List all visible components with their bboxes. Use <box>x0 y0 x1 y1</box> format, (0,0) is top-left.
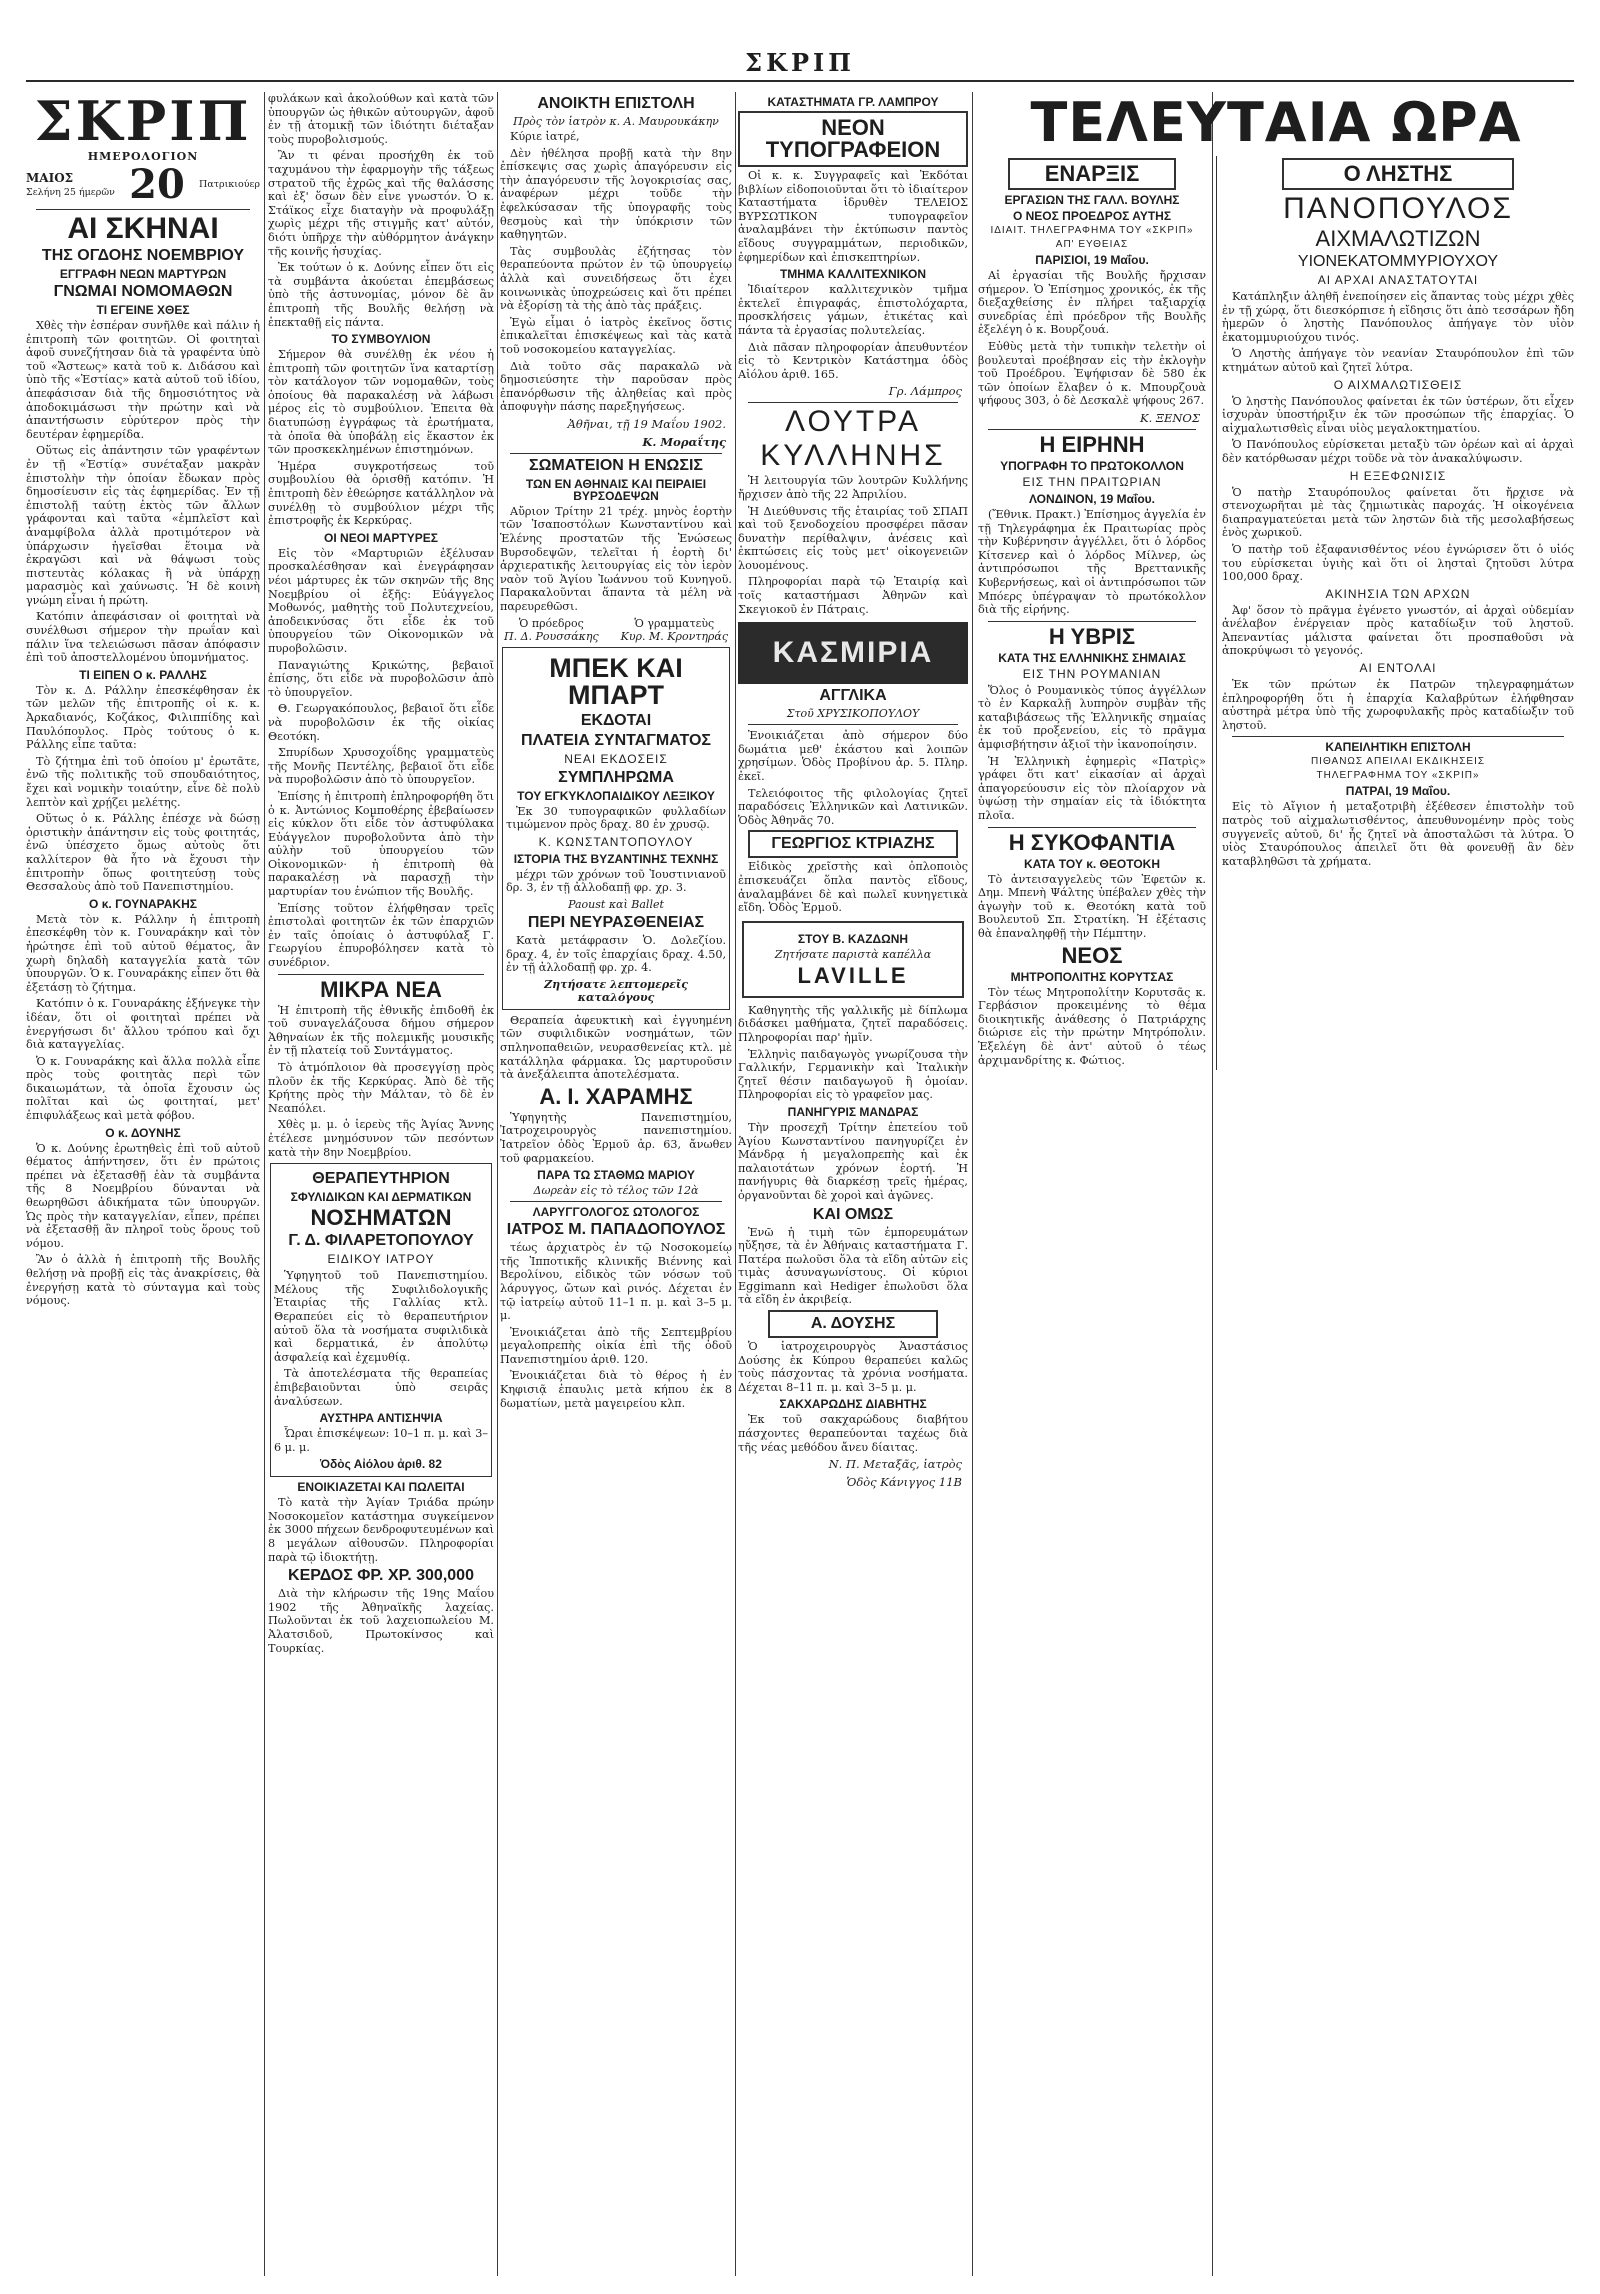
ad-note: Ζητήσατε λεπτομερεῖς καταλόγους <box>544 977 688 1004</box>
ad-heading: ΚΑΤΑΣΤΗΜΑΤΑ ΓΡ. ΛΑΜΠΡΟΥ <box>767 95 939 109</box>
column-rule <box>497 92 498 2276</box>
column-4 <box>738 92 968 2278</box>
column-1 <box>26 92 260 2278</box>
article-paragraph: Αὔριον Τρίτην 21 τρέχ. μηνὸς ἑορτὴν τῶν Ἰσαποστόλων Κωνσταντίνου καὶ Ἑλένης προστατῶν τῆς Ἑνώσεως Βυρσοδεψῶν, τελεῖται ἡ ἑορτὴ δι' ἀρχιερατικῆς λειτουργίας εἰς τὸν ἱερὸν ναὸν τοῦ Ἁγίου Ἰωάννου τοῦ Κυνηγοῦ. Παρακαλοῦνται ἅπαντα τὰ μέλη νὰ παρευρεθῶσι. <box>500 504 732 614</box>
article-paragraph: Ὁ Ληστὴς ἀπήγαγε τὸν νεανίαν Σταυρόπουλον ἐπὶ τῶν κτημάτων αὐτοῦ καὶ ζητεῖ λύτρα. <box>1222 347 1574 374</box>
headline: Η ΥΒΡΙΣ <box>1048 623 1136 649</box>
ad-text: μέχρι τῶν χρόνων τοῦ Ἰουστινιανοῦ δρ. 3, ἐν τῇ ἀλλοδαπῇ φρ. χρ. 3. <box>506 867 726 895</box>
ad-heading: ΚΕΡΔΟΣ ΦΡ. ΧΡ. 300,000 <box>288 1567 474 1585</box>
section-heading: ΑΚΙΝΗΣΙΑ ΤΩΝ ΑΡΧΩΝ <box>1325 586 1471 601</box>
ad-title-box <box>748 830 958 858</box>
late-news-left <box>978 156 1206 1070</box>
ad-heading: ΤΟΥ ΕΓΚΥΚΛΟΠΑΙΔΙΚΟΥ ΛΕΞΙΚΟΥ <box>517 788 715 803</box>
signature: Ν. Π. Μεταξᾶς, ἰατρὸς <box>828 1457 962 1472</box>
article-paragraph: Ὁ κ. Δούνης ἐρωτηθεὶς ἐπὶ τοῦ αὐτοῦ θέματος ἀπήντησεν, ὅτι ἐν πρώτοις πρέπει νὰ ἐξετασθῇ ἐὰν τὰ συμβάντα τῆς 8 Νοεμβρίου δύνανται νὰ θεωρηθῶσι ἀδικήματα τῶν ὑπουργῶν. Ὡς πρὸς τὴν καταγγελίαν, εἶπεν, πρέπει νὰ ἐξετασθῇ ἂν πληροῖ τοὺς ὅρους τοῦ νόμου. <box>26 1141 260 1250</box>
ad-text: Κατὰ μετάφρασιν Ὁ. Δολεζίου. δραχ. 4, ἐν τοῖς ἐπαρχίαις δραχ. 4.50, ἐν τῇ ἀλλοδαπῇ φρ. χρ. 4. <box>506 934 726 975</box>
salutation: Κύριε ἰατρέ, <box>510 130 580 143</box>
subheadline: ΤΩΝ ΕΝ ΑΘΗΝΑΙΣ ΚΑΙ ΠΕΙΡΑΙΕΙ ΒΥΡΣΟΔΕΨΩΝ <box>525 476 707 503</box>
article-paragraph: Ἂν ὁ ἀλλὰ ἡ ἐπιτροπὴ τῆς Βουλῆς θελήσῃ νὰ προβῇ εἰς τὰς ἀνακρίσεις, θὰ ἐνεργήσῃ κατὰ τὸ σύνταγμα καὶ τοὺς νόμους. <box>26 1253 260 1308</box>
headline: ΣΩΜΑΤΕΙΟΝ Η ΕΝΩΣΙΣ <box>528 456 704 474</box>
news-item: Ἡ ἐπιτροπὴ τῆς ἐθνικῆς ἐπιδοθῆ ἐκ τοῦ συναγελάζουσα δήμου σήμερον Ἀθηναίων ἐκ τῆς πολεμικῆς μουσικῆς ἐν τῇ πλατείᾳ τοῦ Συντάγματος. <box>268 1003 494 1058</box>
headline: Η ΣΥΚΟΦΑΝΤΙΑ <box>1008 829 1176 855</box>
article-paragraph: Δὲν ἠθέλησα προβῇ κατὰ τὴν 8ην ἐπίσκεψις σας χωρὶς ἀπαγόρευσιν εἰς τὴν ἀπαγόρευσιν τῆς λογοκρισίας σας, ἀναφέρων μέχρι τοῦδε τὴν ἐφελκύσασαν τῆς ὑπογραφῆς τοὺς θεσμοὺς καὶ τὴν ὑπόκρισιν τῶν καθηγητῶν. <box>500 146 732 242</box>
subheadline: ΜΗΤΡΟΠΟΛΙΤΗΣ ΚΟΡΥΤΣΑΣ <box>1010 969 1174 984</box>
ad-banner: ΚΑΣΜΙΡΙΑ <box>738 622 968 684</box>
subheadline: ΠΙΘΑΝΩΣ ΑΠΕΙΛΑΙ ΕΚΔΙΚΗΣΕΙΣ <box>1310 756 1486 768</box>
section-heading: ΚΑΠΕΙΛΗΤΙΚΗ ΕΠΙΣΤΟΛΗ <box>1325 740 1471 755</box>
masthead-logo: ΣΚΡΙΠ <box>34 92 252 153</box>
article-paragraph: Οὕτως ὁ κ. Ράλλης ἐπέσχε νὰ δώσῃ ὁριστικὴν ἀπάντησιν εἰς τοὺς φοιτητάς, ἐνῶ ὑπέσχετο ὅμως αὐτοὺς ὅτι καλλίτερον θὰ ἦτο νὰ ἔχουσι τὴν ἐπιτροπὴν ὅπως φοιτητεύσῃ τοὺς Θεσσαλοὺς ἀπὸ τοῦ Πανεπιστημίου. <box>26 812 260 894</box>
calendar-saint: Πατρικιούερ <box>199 178 260 190</box>
calendar-box <box>26 161 260 208</box>
article-paragraph: Ἡ Ἑλληνικὴ ἐφημερὶς «Πατρὶς» γράφει ὅτι κατ' εἰκασίαν αἱ ἀρχαὶ ἀπαγορεύουσιν εἰς τὸν πλοίαρχον νὰ ὑψώσῃ τὴν σημαίαν εἰς τὰ ἰδιόκτητα πλοῖα. <box>978 754 1206 823</box>
dateline: ΠΑΤΡΑΙ, 19 Μαΐου. <box>1345 784 1451 799</box>
article-paragraph: Ἐκ τῶν πρώτων ἐκ Πατρῶν τηλεγραφημάτων ἐπληροφορήθη ὅτι ἡ ἐπαρχία Καλαβρύτων ἐλήφθησαν αὐστηρὰ μέτρα ὑπὸ τῆς χωροφυλακῆς πρὸς καταδίωξιν τοῦ ληστοῦ. <box>1222 678 1574 732</box>
ad-text: Διὰ πᾶσαν πληροφορίαν ἀπευθυντέον εἰς τὸ Κεντρικὸν Κατάστημα ὁδὸς Αἰόλου ἀριθ. 165. <box>738 340 968 381</box>
ad-heading: ΣΥΜΠΛΗΡΩΜΑ <box>558 768 674 786</box>
section-heading: ΤΙ ΕΓΕΙΝΕ ΧΘΕΣ <box>96 303 190 317</box>
ad-heading: ΙΣΤΟΡΙΑ ΤΗΣ ΒΥΖΑΝΤΙΝΗΣ ΤΕΧΝΗΣ <box>513 851 719 866</box>
calendar-moon: Σελήνη 25 ήμερῶν <box>26 186 115 198</box>
advertisement <box>742 921 964 998</box>
article-paragraph: Οὕτως εἰς ἀπάντησιν τῶν γραφέντων ἐν τῇ «Ἑστίᾳ» συνέταξαν μακρὰν ἐπιστολὴν τὴν ὁποίαν ἔδωκαν πρὸς δημοσίευσιν εἰς τὰς ἐφημερίδας. Ἐν τῇ ἐπιστολῇ ταύτῃ ἐκτὸς τῶν ἄλλων γράφονται καὶ ταῦτα «ἐμπλεῖστ καὶ ἀναμφίβολα ἀλλὰ προτιμότερον νὰ ὑπάρχωσιν ἡγεῖσθαι ἕτοιμα νὰ ἐκραγῶσι καὶ νὰ θάψωσι τοὺς πιστευτὰς κόλακας ἢ νὰ ὑπάρχῃ μαρασμὸς καὶ χαύνωσις. Ἡ δὲ κοινὴ γνώμη εἶναι ἡ πρώτη. <box>26 444 260 607</box>
ad-heading: ΠΑΡΑ ΤΩ ΣΤΑΘΜΩ ΜΑΡΙΟΥ <box>537 1168 695 1183</box>
divider <box>36 209 250 210</box>
divider <box>748 724 958 725</box>
telegram-label: ΙΔΙΑΙΤ. ΤΗΛΕΓΡΑΦΗΜΑ ΤΟΥ «ΣΚΡΙΠ» <box>990 225 1194 236</box>
article-paragraph: Ἀφ' ὅσον τὸ πρᾶγμα ἐγένετο γνωστόν, αἱ ἀρχαὶ οὐδεμίαν ἀνέλαβον ἐνέργειαν πρὸς καταδίωξιν τοῦ ληστοῦ. Ἀπεναντίας μάλιστα φαίνεται ὅτι προσπαθοῦσι νὰ ἀποκρύψωσι τὸ γεγονός. <box>1222 603 1574 658</box>
ad-heading: ΝΟΣΗΜΑΤΩΝ <box>310 1205 452 1231</box>
subheadline: ΑΙΧΜΑΛΩΤΙΖΩΝ <box>1315 226 1481 251</box>
section-heading: ΕΝΟΙΚΙΑΖΕΤΑΙ ΚΑΙ ΠΩΛΕΙΤΑΙ <box>297 1480 465 1495</box>
dateline: Ἀθῆναι, τῇ 19 Μαΐου 1902. <box>567 416 726 431</box>
section-heading: ΤΙ ΕΙΠΕΝ Ο κ. ΡΑΛΛΗΣ <box>79 667 207 682</box>
ad-name: Α. Ι. ΧΑΡΑΜΗΣ <box>539 1083 693 1109</box>
article-paragraph: Κατάπληξιν ἀληθῆ ἐνεποίησεν εἰς ἅπαντας τοὺς μέχρι χθὲς ἐν τῇ χώρᾳ, ὅτι διεσκόρπισε ἡ εἴδησις ὅτι ἀπὸ τεσσάρων ἤδη ἡμερῶν ὁ ληστὴς Πανόπουλος ἀπήγαγε τὸν υἱὸν ἑκατομμυριούχου τινός. <box>1222 290 1574 344</box>
ad-heading: ΣΤΟΥ Β. ΚΑΖΔΩΝΗ <box>797 931 909 946</box>
ad-text: Διὰ τὴν κλήρωσιν τῆς 19ης Μαΐου 1902 τῆς Ἀθηναϊκῆς λαχείας. Πωλοῦνται ἐκ τοῦ λαχειοπωλείου Μ. Ἀλατσιδοῦ, Πρωτοκίνσος καὶ Τουρκίας. <box>268 1587 494 1655</box>
ad-heading: ΓΕΩΡΓΙΟΣ ΚΤΡΙΑΖΗΣ <box>771 835 935 853</box>
ad-text: Τὸ κατὰ τὴν Ἁγίαν Τριάδα πρώην Νοσοκομεῖον κατάστημα συγκείμενον ἐκ 3000 πήχεων δενδροφυτευμένων καὶ 8 μεγάλων αἰθουσῶν. Πληροφορίαι παρὰ τῷ ἰδιοκτήτῃ. <box>268 1496 494 1564</box>
ad-text: Οἱ κ. κ. Συγγραφεῖς καὶ Ἐκδόται βιβλίων εἰδοποιοῦνται ὅτι τὸ ἰδιαίτερον Καταστήματα ἱδρυθὲν ΤΕΛΕΙΟΣ ΒΥΡΣΩΤΙΚΟΝ τυπογραφεῖον ἀναλαμβάνει τὴν ἐκτύπωσιν παντὸς εἴδους συγγραμμάτων, περιοδικῶν, ἐφημερίδων καὶ ἐπισκεπτηρίων. <box>738 169 968 264</box>
headline: Η ΕΙΡΗΝΗ <box>1039 431 1145 457</box>
headline: ΑΝΟΙΚΤΗ ΕΠΙΣΤΟΛΗ <box>537 95 695 112</box>
late-news-section <box>978 92 1574 2278</box>
article-paragraph: Διὰ τοῦτο σᾶς παρακαλῶ νὰ δημοσιεύσητε τὴν παροῦσαν πρὸς ἐπανόρθωσιν τῆς ἀληθείας καὶ πρὸς ἀποφυγὴν πάσης παρεξηγήσεως. <box>500 359 732 414</box>
article-paragraph: Ἡμέρα συγκροτήσεως τοῦ συμβουλίου θὰ ὁρισθῇ κατόπιν. Ἡ ἐπιτροπὴ δὲν ἐθεώρησε κατάλληλον νὰ συνέλθῃ τὸ συμβούλιον μέχρι τῆς ἐπιστροφῆς ἐκ Κερκύρας. <box>268 459 494 528</box>
ad-text: Ὧραι ἐπισκέψεων: 10–1 π. μ. καὶ 3–6 μ. μ. <box>274 1427 488 1454</box>
ad-heading: ΙΑΤΡΟΣ Μ. ΠΑΠΑΔΟΠΟΥΛΟΣ <box>506 1221 726 1239</box>
headline-box <box>1282 158 1514 190</box>
subheadline: ΑΙ ΑΡΧΑΙ ΑΝΑΣΤΑΤΟΥΤΑΙ <box>1317 273 1479 287</box>
ad-text: Θεραπεία ἀφευκτικὴ καὶ ἐγγυημένη τῶν συφιλιδικῶν νοσημάτων, τῶν σπληνοπαθειῶν, νευρασθενείας κτλ. μὲ κατάλληλα φάρμακα. Ὡς μαρτυροῦσιν τὰ ἀνεξάλειπτα ἀποτελέσματα. <box>500 1013 732 1082</box>
article-paragraph: Κατόπιν ὁ κ. Γουναράκης ἐξήνεγκε τὴν ἰδέαν, ὅτι οἱ φοιτηταὶ πρέπει νὰ ἐνεργήσωσι δι' ἄλλου τρόπου καὶ ὄχι διὰ καταγγελίας. <box>26 997 260 1052</box>
ad-heading: ΑΓΓΛΙΚΑ <box>819 687 887 705</box>
divider <box>510 453 722 454</box>
column-rule <box>972 92 973 2276</box>
article-paragraph: Κατόπιν ἀπεφάσισαν οἱ φοιτηταὶ νὰ συνέλθωσι σήμερον τὴν πρωΐαν καὶ πάλιν ἵνα τελειώσωσι πᾶσαν ἀπόφασιν ἐπὶ τοῦ ἀποστελλομένου ὑπομνήματος. <box>26 610 260 665</box>
ad-text: Πληροφορίαι παρὰ τῷ Ἑταιρίᾳ καὶ τοῖς καταστήμασι Ἀθηνῶν καὶ Σκεγιοκοῦ ἐν Πάτραις. <box>738 575 968 616</box>
article-paragraph: Τὸ ζήτημα ἐπὶ τοῦ ὁποίου μ' ἐρωτᾶτε, ἐνῶ τῆς πολιτικῆς τοῦ σπουδαιότητος, ἔχει καὶ νομικὴν τοιαύτην, εἶνε δὲ πολὺ λεπτὸν καὶ χρῄζει μελέτης. <box>26 754 260 809</box>
subheadline: Πρὸς τὸν ἰατρὸν κ. Α. Μαυρουκάκην <box>513 115 719 128</box>
article-paragraph: Ὁ πατὴρ τοῦ ἐξαφανισθέντος νέου ἐγνώρισεν ὅτι ὁ υἱός του εὑρίσκεται ὑγιὴς καὶ ὅτι οἱ λησταὶ ζητοῦσι λύτρα 100,000 δραχ. <box>1222 542 1574 584</box>
news-item: Τὸ ἀτμόπλοιον θὰ προσεγγίσῃ πρὸς πλοῦν ἐκ τῆς Κερκύρας. Ἀπὸ δὲ τῆς Κρήτης πρὸς τὴν Μάλταν, τὸ δὲ ἐν Νεαπόλει. <box>268 1061 494 1115</box>
ad-note: Στοῦ ΧΡΥΣΙΚΟΠΟΥΛΟΥ <box>786 707 920 721</box>
ad-heading: ΛΑΡΥΓΓΟΛΟΓΟΣ ΩΤΟΛΟΓΟΣ <box>532 1205 700 1220</box>
subheadline: ΓΝΩΜΑΙ ΝΟΜΟΜΑΘΩΝ <box>53 283 233 300</box>
article-paragraph: Θ. Γεωργακόπουλος, βεβαιοῖ ὅτι εἶδε νὰ πυροβολῶσιν ἐκ τῆς οἰκίας Θεοτόκη. <box>268 702 494 743</box>
ad-text: Ὁ ἰατροχειρουργὸς Ἀναστάσιος Δούσης ἐκ Κύπρου θεραπεύει καλῶς τοὺς πάσχοντας τὰ χρόνια νοσήματα. Δέχεται 8–11 π. μ. καὶ 3–5 μ. μ. <box>738 1340 968 1394</box>
ad-author: Paoust καὶ Ballet <box>568 898 664 911</box>
ad-text: Ὑφηγητοῦ τοῦ Πανεπιστημίου. Μέλους τῆς Συφιλιδολογικῆς Ἑταιρίας τῆς Γαλλίας κτλ. Θεραπεύει εἰς τὸ θεραπευτήριον αὐτοῦ ὅλα τὰ νοσήματα συφιλιδικὰ καὶ δερματικά, ἐν ἀπολύτῳ ἀσφαλείᾳ καὶ ἐχεμυθίᾳ. <box>274 1269 488 1364</box>
article-paragraph: Ἐπίσης ἡ ἐπιτροπὴ ἐπληροφορήθη ὅτι ὁ κ. Ἀντώνιος Κομποθέρης ἐβεβαίωσεν εἰς κύκλον ὅτι εἶδε τὸν ἀστυφύλακα Εὐάγγελον πυροβολοῦντα ἀπὸ τὴν αὐλὴν τοῦ ὑπουργείου τῶν Οἰκονομικῶν· ἡ ἐπιτροπὴ θὰ παρακαλέσῃ νὰ παρασχῇ τὴν μαρτυρίαν του ἐνώπιον τῆς Βουλῆς. <box>268 789 494 899</box>
article-paragraph: Ὅλος ὁ Ρουμανικὸς τύπος ἀγγέλλων τὸ ἐν Καρκαλῇ λυπηρὸν συμβὰν τῆς καταβιβάσεως τῆς Ἑλληνικῆς σημαίας ἐκ τοῦ προξενείου, εἰς τὸ πρᾶγμα ἀμφισβήτησιν ἀξιοῖ τὴν ἱκανοποίησιν. <box>978 683 1206 752</box>
article-paragraph: Ἂν τι φέναι προσήχθη ἐκ τοῦ ταχυμάνου τὴν ἐφαρμογὴν τῆς τάξεως στρατοῦ τῆς ἐχρῶς καὶ τῆς θαλάσσης καὶ ἐξ' ὅσων δὲν εἶνε γνωστόν. Ὁ κ. Στάϊκος εἶχε διαταγὴν νὰ προφυλάξῃ χωρὶς μέχρι τῆς στιγμῆς κατ' αὐτόν, διότι ὑπῆρχε τὴν αὐθόρμητον ἀνάγκην τῆς κοινῆς ἡσυχίας. <box>268 149 494 258</box>
column-2 <box>268 92 494 2278</box>
article-paragraph: Τὴν προσεχῆ Τρίτην ἐπετείου τοῦ Ἁγίου Κωνσταντίνου πανηγυρίζει ἐν Μάνδρᾳ ἡ μεγαλοπρεπὴς καὶ ἐκ παλαιοτάτων χρόνων ἑορτή. Ἡ πανήγυρις θὰ διαρκέσῃ τρεῖς ἡμέρας, ὀργανοῦνται δὲ χοροὶ καὶ ἀγῶνες. <box>738 1120 968 1202</box>
column-rule <box>264 92 265 2276</box>
headline: ΕΝΑΡΞΙΣ <box>1044 161 1140 186</box>
ad-text: Ἡ λειτουργία τῶν λουτρῶν Κυλλήνης ἤρχισεν ἀπὸ τῆς 22 Ἀπριλίου. <box>738 474 968 501</box>
article-paragraph: Ὁ πατὴρ Σταυρόπουλος φαίνεται ὅτι ἤρχισε νὰ στενοχωρῆται μὲ τὰς ζημιωτικὰς παροχάς. Ἡ οἰκογένεια διαπραγματεύεται μετὰ τῶν ληστῶν διὰ τῆς μεσολαβήσεως ἑνὸς χωρικοῦ. <box>1222 485 1574 540</box>
headline: ΑΙ ΣΚΗΝΑΙ <box>67 212 219 245</box>
divider <box>988 429 1196 430</box>
article-paragraph: Τὰς συμβουλὰς ἐζήτησας τὸν θεραπεύοντα πρώτον ἐν τῷ ὑπουργείῳ ἀλλὰ καὶ συνειδήσεως ὅτι ἐχει κοινωνικὰς ὑποχρεώσεις καὶ ὅτι πρέπει νὰ ἐξορίσῃ τὰ τὴς ἀπὸ τὰς πράξεις. <box>500 244 732 313</box>
headline: ΕΡΓΑΣΙΩΝ ΤΗΣ ΓΑΛΛ. ΒΟΥΛΗΣ <box>1004 193 1180 207</box>
ad-text: Ἐνοικιάζεται ἀπὸ σήμερον δύο δωμάτια μεθ' ἑκάστου καὶ λοιπῶν χρησίμων. Ὁδὸς Προβίνου ἀρ. 5. Πληρ. ἐκεῖ. <box>738 729 968 784</box>
divider <box>748 402 958 403</box>
divider <box>510 1201 722 1202</box>
section-heading: ΟΙ ΝΕΟΙ ΜΑΡΤΥΡΕΣ <box>324 530 438 545</box>
ad-text: Ἡ Διεύθυνσις τῆς ἑταιρίας τοῦ ΣΠΑΠ καὶ τοῦ ξενοδοχείου προσφέρει πᾶσαν δυνατὴν περίθαλψιν, ἀνέσεις καὶ ἐκπτώσεις εἰς τοὺς μετ' οἰκογενειῶν λουομένους. <box>738 504 968 572</box>
headline: Ο ΛΗΣΤΗΣ <box>1343 161 1453 186</box>
article-paragraph: Ἐπίσης τοῦτον ἐλήφθησαν τρεῖς ἐπιστολαὶ φοιτητῶν ἐκ τῶν ἐπαρχιῶν ἐν ταῖς ὁποίαις ὁ ἀστυφύλαξ Γ. Γεωργίου ἐπυροβόλησεν κατὰ τὸ συνέδριον. <box>268 901 494 970</box>
signature-role: Ὁ πρόεδρος <box>518 616 584 630</box>
signature-name: Κυρ. Μ. Κροντηράς <box>620 629 728 643</box>
divider <box>988 621 1196 622</box>
section-heading: ΑΙ ΕΝΤΟΛΑΙ <box>1359 661 1437 676</box>
section-heading: ΜΙΚΡΑ ΝΕΑ <box>320 976 442 1002</box>
article-paragraph: Εἰς τὸ Αἴγιον ἡ μεταξοτριβὴ ἐξέθεσεν ἐπιστολὴν τοῦ πατρὸς τοῦ αἰχμαλωτισθέντος, ἀπευθυνομένην πρὸς τοὺς συγγενεῖς αὐτοῦ, δι' ἧς ζητεῖ νὰ ἀποσταλῶσι τὰ λύτρα. Ὁ υἱὸς Σταυρόπουλος ἀπειλεῖ ὅτι θὰ φονευθῇ ἂν δὲν καταβληθῶσι τὰ χρήματα. <box>1222 800 1574 868</box>
headline: ΤΗΣ ΟΓΔΟΗΣ ΝΟΕΜΒΡΙΟΥ <box>41 247 245 264</box>
section-heading: Η ΕΞΕΦΩΝΙΣΙΣ <box>1349 468 1447 483</box>
headline-box <box>1008 158 1176 190</box>
ad-text: Εἰδικὸς χρεῖστὴς καὶ ὁπλοποιὸς ἐπισκευάζει ὅπλα παντὸς εἴδους, ἀναλαμβάνει δὲ καὶ πωλεῖ κυνηγετικὰ εἴδη. Ὁδὸς Ἑρμοῦ. <box>738 860 968 915</box>
ad-heading: ΜΠΕΚ ΚΑΙ ΜΠΑΡΤ <box>549 652 683 710</box>
late-news-banner: ΤΕΛΕΥΤΑΙΑ ΩΡΑ <box>1030 92 1522 154</box>
headline: ΠΑΝΟΠΟΥΛΟΣ <box>1283 192 1513 225</box>
ad-title-box <box>738 111 968 167</box>
ad-note: Δωρεὰν εἰς τὸ τέλος τῶν 12ὰ <box>533 1184 699 1198</box>
ad-text: Ὑφηγητὴς Πανεπιστημίου, Ἰατροχειρουργὸς πανεπιστημίου. Ἰατρεῖον ὁδὸς Ἐρμοῦ ἀρ. 63, ἄνωθεν τοῦ φαρμακείου. <box>500 1110 732 1165</box>
divider <box>988 827 1196 828</box>
telegram-label: ΤΗΛΕΓΡΑΦΗΜΑ ΤΟΥ «ΣΚΡΙΠ» <box>1316 770 1480 782</box>
ad-heading: ΕΚΔΟΤΑΙ <box>580 711 652 729</box>
ad-text: Ἑλληνὶς παιδαγωγὸς γνωρίζουσα τὴν Γαλλικήν, Γερμανικὴν καὶ Ἰταλικὴν ζητεῖ θέσιν παιδαγωγοῦ ἢ ὁμοίαν. Πληροφορίαι εἰς τὸ γραφεῖον μας. <box>738 1047 968 1102</box>
dateline: ΠΑΡΙΣΙΟΙ, 19 Μαΐου. <box>1035 253 1149 267</box>
ad-heading: ΣΑΚΧΑΡΩΔΗΣ ΔΙΑΒΗΤΗΣ <box>779 1397 927 1412</box>
article-paragraph: Τὸν κ. Δ. Ράλλην ἐπεσκέφθησαν ἐκ τῶν μελῶν τῆς ἐπιτροπῆς οἱ κ. κ. Ἀρκαδιανός, Κοζάκος, Φιλιππίδης καὶ Παυλόπουλος. Πρὸς τούτους ὁ κ. Ράλλης εἶπε ταῦτα: <box>26 683 260 752</box>
ad-text: Ἐκ 30 τυπογραφικῶν φυλλαδίων τιμώμενον πρὸς δραχ. 80 ἐν χρυσῷ. <box>506 804 726 832</box>
subheadline: ΕΙΣ ΤΗΝ ΡΟΥΜΑΝΙΑΝ <box>1022 666 1162 681</box>
section-heading: ΚΑΙ ΟΜΩΣ <box>812 1205 894 1223</box>
ad-text: Ἐνοικιάζεται ἀπὸ τῆς Σεπτεμβρίου μεγαλοπρεπὴς οἰκία ἐπὶ τῆς ὁδοῦ Πανεπιστημίου ἀριθ. 120. <box>500 1325 732 1366</box>
article-paragraph: Σπυρίδων Χρυσοχοΐδης γραμματεὺς τῆς Μονῆς Πεντέλης, βεβαιοῖ ὅτι εἶδε νὰ πυροβολῶσιν ἀπὸ τὸ ὑπουργεῖον. <box>268 746 494 787</box>
article-paragraph: Μετὰ τὸν κ. Ράλλην ἡ ἐπιτροπὴ ἐπεσκέφθη τὸν κ. Γουναράκην καὶ τὸν ἠρώτησε ἐπὶ τοῦ αὐτοῦ θέματος, ἂν χωρὴ δηλαδὴ καταγγελία κατὰ τῶν ὑπουργῶν. Ὁ κ. Γουναράκης εἶπεν ὅτι θὰ ἐξετάσῃ τὸ ζήτημα. <box>26 912 260 994</box>
article-paragraph: φυλάκων καὶ ἀκολούθων καὶ κατὰ τῶν ὑπουργῶν ὡς ἠθικῶν αὐτουργῶν, ἀφοῦ ἐν τῇ ἀτομικῇ τῶν ἰδιότητι διέταξαν τοὺς πυροβολισμούς. <box>268 92 494 146</box>
section-heading: ΤΟ ΣΥΜΒΟΥΛΙΟΝ <box>331 332 431 347</box>
ad-heading: ΠΛΑΤΕΙΑ ΣΥΝΤΑΓΜΑΤΟΣ <box>520 731 711 749</box>
subheadline: ΥΙΟΝΕΚΑΤΟΜΜΥΡΙΟΥΧΟΥ <box>1297 253 1499 270</box>
news-item: Χθὲς μ. μ. ὁ ἱερεὺς τῆς Ἁγίας Ἄννης ἐτέλεσε μνημόσυνον τῶν πεσόντων κατὰ τὴν 8ην Νοεμβρίου. <box>268 1118 494 1159</box>
article-paragraph: Ὁ ληστὴς Πανόπουλος φαίνεται ἐκ τῶν ὑστέρων, ὅτι εἶχεν ἰσχυρὰν ὑποστήριξιν ἐκ τῶν προσώπων τῆς ἐπαρχίας. Ὁ αἰχμαλωτισθεὶς εἶναι υἱὸς μεγαλοκτηματίου. <box>1222 394 1574 435</box>
ad-heading: ΠΕΡΙ ΝΕΥΡΑΣΘΕΝΕΙΑΣ <box>527 914 705 931</box>
article-paragraph: Ἐκ τούτων ὁ κ. Δούνης εἶπεν ὅτι εἰς τὰ συμβάντα ἀκούεται ἐπεμβάσεως ὑπὸ τῆς ἀστυνομίας, μόνον δὲ ἂν ἐπιτροπὴ τῆς Βουλῆς θελήσῃ νὰ ἐπεκταθῇ εἰς πάντα. <box>268 261 494 329</box>
calendar-day: 20 <box>129 161 185 208</box>
advertisement <box>502 647 730 1010</box>
ad-heading: LAVILLE <box>797 962 909 988</box>
article-paragraph: Σήμερον θὰ συνέλθῃ ἐκ νέου ἡ ἐπιτροπὴ τῶν φοιτητῶν ἵνα καταρτίσῃ τὸν κατάλογον τῶν νομομαθῶν, τοὺς ὁποίους θὰ παρακαλέσῃ νὰ λάβωσι μέρος εἰς τὸ συμβούλιον. Ἐπειτα θὰ διατυπώσῃ ἐγγράφως τὰ ἐρωτήματα, τὰ ὁποῖα θὰ ὑποβάλῃ εἰς ἕκαστον ἐκ τῶν προσκεκλημένων ἐπιστημόνων. <box>268 348 494 457</box>
ad-text: Ἰδιαίτερον καλλιτεχνικὸν τμῆμα ἐκτελεῖ ἐπιγραφάς, ἐπιστολόχαρτα, προσκλήσεις γάμων, ἐτικέτας καὶ πάντα τὰ ἐργασίας πολυτελείας. <box>738 283 968 337</box>
ad-address: Ὁδὸς Κάνιγγος 11Β <box>846 1475 962 1490</box>
ad-heading: ΘΕΡΑΠΕΥΤΗΡΙΟΝ <box>312 1170 450 1188</box>
ad-role: ΕΙΔΙΚΟΥ ΙΑΤΡΟΥ <box>327 1252 435 1267</box>
article-paragraph: Παναγιώτης Κρικώτης, βεβαιοῖ ἐπίσης, ὅτι εἶδε νὰ πυροβολῶσιν ἀπὸ τὸ ὑπουργεῖον. <box>268 658 494 699</box>
subheadline: ΥΠΟΓΡΑΦΗ ΤΟ ΠΡΩΤΟΚΟΛΛΟΝ <box>1000 458 1184 473</box>
ad-address: Ὁδὸς Αἰόλου ἀριθ. 82 <box>320 1457 442 1472</box>
signature-name: Π. Δ. Ρουσσάκης <box>504 629 599 643</box>
article-paragraph: Αἱ ἐργασίαι τῆς Βουλῆς ἤρχισαν σήμερον. Ὁ Ἐπίσημος χρονικός, ἐκ τῆς διεξαχθείσης ἐν πλήρει ταξιαρχίᾳ συνεδρίας ἐπὶ πρόεδρον τῆς Βουλῆς ἐξελέγη ὁ κ. Βουρζουά. <box>978 269 1206 337</box>
ad-heading: ΚΥΛΛΗΝΗΣ <box>760 439 946 473</box>
subheadline: ΕΓΓΡΑΦΗ ΝΕΩΝ ΜΑΡΤΥΡΩΝ <box>59 267 227 281</box>
masthead-subtitle: ΗΜΕΡΟΛΟΓΙΟΝ <box>87 150 199 163</box>
dateline: ΛΟΝΔΙΝΟΝ, 19 Μαΐου. <box>1028 491 1155 506</box>
calendar-month: ΜΑΙΟΣ <box>26 171 74 186</box>
subheadline: Ο ΝΕΟΣ ΠΡΟΕΔΡΟΣ ΑΥΤΗΣ <box>1012 209 1172 223</box>
article-paragraph: Ἐνῶ ἡ τιμὴ τῶν ἐμπορευμάτων ηὔξησε, τὰ ἐν Ἀθήναις καταστήματα Γ. Πατέρα πωλοῦσι ὅλα τὰ εἴδη αὐτῶν εἰς τιμὰς ἀσυναγωνίστους. Οἱ κύριοι Eggimann καὶ Hediger ἐπωλοῦσι ὅλα τὰ εἴδη ἐν ἀκριβείᾳ. <box>738 1225 968 1307</box>
ad-text: Ἐνοικιάζεται διὰ τὸ θέρος ἡ ἐν Κηφισιᾷ ἐπαυλις μετὰ κήπου ἐκ 8 δωματίων, μετὰ μαγειρείου κλπ. <box>500 1369 732 1410</box>
article-paragraph: Τὸ ἀντεισαγγελεὺς τῶν Ἐφετῶν κ. Δημ. Μπενὴ Ψάλτης ὑπέβαλεν χθὲς τὴν ἀγωγὴν τοῦ κ. Θεοτόκη κατὰ τοῦ Βουλευτοῦ Σπ. Στρατίκη. Ἡ ἐξέτασις θὰ ἐπαναληφθῇ τὴν Πέμπτην. <box>978 872 1206 940</box>
divider <box>1232 736 1564 737</box>
ad-title-box <box>768 1310 938 1338</box>
subheadline: ΕΙΣ ΤΗΝ ΠΡΑΙΤΩΡΙΑΝ <box>1022 474 1162 489</box>
article-paragraph: Ἐγὼ εἶμαι ὁ ἰατρὸς ἐκεῖνος ὅστις ἐπικαλεῖται ἐπισκέψεως καὶ τὰς κατὰ τοῦ νοσοκομείου καταγγελίας. <box>500 315 732 356</box>
ad-heading: ΤΜΗΜΑ ΚΑΛΛΙΤΕΧΝΙΚΟΝ <box>779 267 927 282</box>
headline: ΝΕΟΣ <box>1061 942 1123 968</box>
signature-role: Ὁ γραμματεὺς <box>634 616 715 630</box>
subheadline: ΚΑΤΑ ΤΟΥ κ. ΘΕΟΤΟΚΗ <box>1023 856 1161 871</box>
ad-text: Ἐκ τοῦ σακχαρώδους διαβήτου πάσχοντες θεραπεύονται ταχέως διὰ τῆς νέας μεθόδου ἄνευ δίαιτας. <box>738 1413 968 1454</box>
section-heading: Ο κ. ΔΟΥΝΗΣ <box>105 1125 181 1140</box>
running-title: ΣΚΡΙΠ <box>745 48 855 77</box>
ad-heading: ΝΕΑΙ ΕΚΔΟΣΕΙΣ <box>564 751 668 766</box>
ad-heading: ΝΕΟΝ ΤΥΠΟΓΡΑΦΕΙΟΝ <box>765 115 941 162</box>
ad-note: Ζητήσατε παριστὰ καπέλλα <box>774 947 932 961</box>
column-3 <box>500 92 732 2278</box>
signatures <box>504 617 728 643</box>
telegram-label: ΑΠ' ΕΥΘΕΙΑΣ <box>1055 239 1129 250</box>
article-paragraph: Ὁ Πανόπουλος εὑρίσκεται μεταξὺ τῶν ὀρέων καὶ αἱ ἀρχαὶ δὲν κατόρθωσαν μέχρι τοῦδε νὰ τὸν ἀνακαλύψωσιν. <box>1222 438 1574 465</box>
ad-heading: ΑΥΣΤΗΡΑ ΑΝΤΙΣΗΨΙΑ <box>319 1411 443 1426</box>
advertisement <box>270 1163 492 1477</box>
ad-name: Γ. Δ. ΦΙΛΑΡΕΤΟΠΟΥΛΟΥ <box>288 1232 474 1250</box>
ad-text: Τὰ ἀποτελέσματα τῆς θεραπείας ἐπιβεβαιοῦνται ὑπὸ σειρᾶς ἀναλύσεων. <box>274 1367 488 1408</box>
column-rule <box>735 92 736 2276</box>
ad-author: Κ. ΚΩΝΣΤΑΝΤΟΠΟΥΛΟΥ <box>538 834 694 849</box>
signature: Γρ. Λάμπρος <box>888 384 962 399</box>
subheadline: ΚΑΤΑ ΤΗΣ ΕΛΛΗΝΙΚΗΣ ΣΗΜΑΙΑΣ <box>998 650 1186 665</box>
section-heading: Ο κ. ΓΟΥΝΑΡΑΚΗΣ <box>89 896 197 911</box>
article-paragraph: Χθὲς τὴν ἑσπέραν συνῆλθε καὶ πάλιν ἡ ἐπιτροπὴ τῶν φοιτητῶν. Οἱ φοιτηταὶ ἀφοῦ συνεζήτησαν διὰ τὰ γραφέντα ὑπὸ τοῦ «Ἄστεως» κατὰ τοῦ κ. Διδάσου καὶ ὑπὸ τῆς «Ἑστίας» κατὰ αὐτοῦ τοῦ ἰδίου, ἀπεφάσισαν διὰ τῆς δημοσιότητος νὰ ἀποδοκιμάσωσι τὴν πρώτην καὶ νὰ ἀπαντήσωσιν εὐρύτερον πρὸς τὴν δευτέραν ἐφημερίδα. <box>26 319 260 441</box>
ad-heading: Α. ΔΟΥΣΗΣ <box>810 1315 896 1333</box>
ad-heading: ΣΦΥΛΙΔΙΚΩΝ ΚΑΙ ΔΕΡΜΑΤΙΚΩΝ <box>290 1190 472 1205</box>
signature: Κ. ΞΕΝΟΣ <box>1139 410 1200 425</box>
article-paragraph: Εὐθὺς μετὰ τὴν τυπικὴν τελετὴν οἱ βουλευταὶ προέβησαν εἰς τὴν ἐκλογὴν τοῦ Προέδρου. Ἐψήφισαν δὲ 580 ἐκ τῶν ὁποίων ἔλαβεν ὁ κ. Μπουρζουὰ ψήφους 303, ὁ δὲ Δεσκαλὲ ψήφους 267. <box>978 339 1206 408</box>
article-paragraph: (Ἔθνικ. Πρακτ.) Ἐπίσημος ἀγγελία ἐν τῇ Τηλεγράφημα ἐκ Πραιτωρίας πρὸς τὴν Κυβέρνησιν ἀγγέλλει, ὅτι ὁ λόρδος Κίτσενερ καὶ ὁ λόρδος Μίλνερ, ὡς ἀντιπρόσωποι τῆς Βρεττανικῆς Κυβερνήσεως, καὶ οἱ ἀντιπρόσωποι τῶν Μπόερς ὑπέγραψαν τὸ πρωτόκολλον διὰ τῆς εἰρήνης. <box>978 507 1206 617</box>
article-paragraph: Εἰς τὸν «Μαρτυριῶν ἐξέλυσαν προσκαλέσθησαν καὶ ἐνεγράφησαν νέοι μάρτυρες ἐκ τῶν σκηνῶν τῆς 8ης Νοεμβρίου οἱ ἑξῆς: Εὐάγγελος Μοθωνός, μαθητὴς τοῦ Πολυτεχνείου, ἀποδεικνύσας ὅτι εἶδε ἐκ τοῦ ὑπουργείου τῶν Οἰκονομικῶν νὰ πυροβολῶσιν. <box>268 546 494 655</box>
divider <box>278 974 484 975</box>
ad-text: Καθηγητὴς τῆς γαλλικῆς μὲ δίπλωμα διδάσκει μαθήματα, ζητεῖ παραδόσεις. Πληροφορίαι παρ' ἡμῖν. <box>738 1003 968 1044</box>
late-news-right <box>1216 156 1574 1070</box>
ad-text: Τελειόφοιτος τῆς φιλολογίας ζητεῖ παραδόσεις Ἑλληνικῶν καὶ Λατινικῶν. Ὁδὸς Ἀθηνᾶς 70. <box>738 786 968 827</box>
section-heading: Ο ΑΙΧΜΑΛΩΤΙΣΘΕΙΣ <box>1333 377 1463 392</box>
ad-text: τέως ἀρχιατρὸς ἐν τῷ Νοσοκομείῳ τῆς Ἰπποτικῆς κλινικῆς Βιέννης καὶ Βερολίνου, εἰδικὸς τῶν νόσων τοῦ λάρυγγος, ὤτων καὶ ρινός. Δέχεται ἐν τῷ ἰατρείῳ αὐτοῦ 11–1 π. μ. καὶ 3–5 μ. μ. <box>500 1241 732 1323</box>
section-heading: ΠΑΝΗΓΥΡΙΣ ΜΑΝΔΡΑΣ <box>787 1104 919 1119</box>
signature: Κ. Μοραΐτης <box>642 434 726 449</box>
article-paragraph: Τὸν τέως Μητροπολίτην Κορυτσᾶς κ. Γερβάσιον προκειμένης τὸ θέμα διοικητικῆς ἀνάθεσης ὁ Πατριάρχης διώρισε εἰς τὴν πρώτην Μητρόπολιν. Ἐξελέγη δὲ ἀντ' αὐτοῦ ὁ τέως ἀρχιμανδρίτης κ. Φώτιος. <box>978 985 1206 1067</box>
article-paragraph: Ὁ κ. Γουναράκης καὶ ἄλλα πολλὰ εἶπε πρὸς τοὺς φοιτητὰς περὶ τῶν δικαιωμάτων, τὰ ὁποῖα ἔχουσιν ὡς πολῖται καὶ ὡς φοιτηταί, μετ' ἐπιφυλάξεως καὶ μετὰ φόβου. <box>26 1054 260 1123</box>
header-rule <box>26 80 1574 82</box>
ad-heading: ΛΟΥΤΡΑ <box>785 405 921 439</box>
